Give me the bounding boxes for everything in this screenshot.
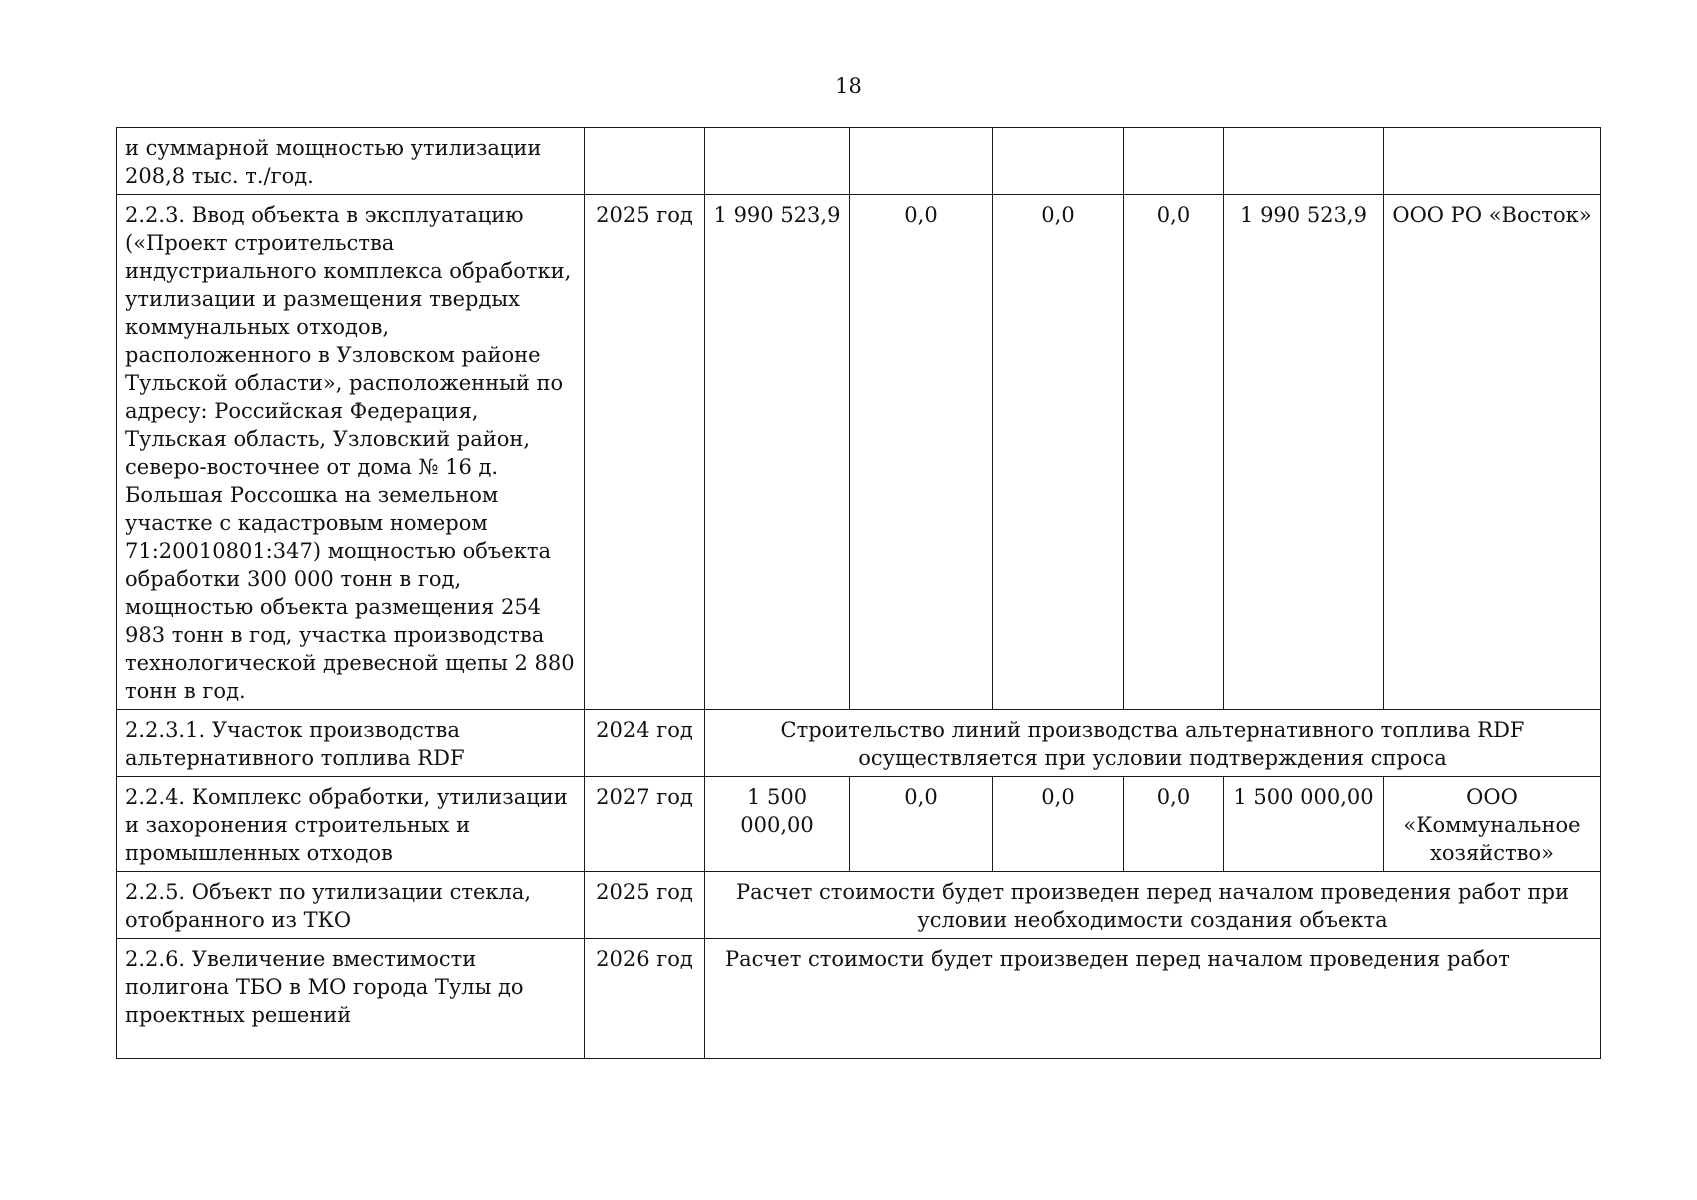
federal-budget-cell [850, 128, 993, 195]
year-cell: 2024 год [585, 710, 705, 777]
description-cell: 2.2.4. Комплекс обработки, утилизации и захоронения строительных и промышленных отходов [117, 777, 585, 872]
executor-cell: ООО «Коммунальное хозяйство» [1384, 777, 1601, 872]
regional-budget-cell [993, 128, 1124, 195]
municipal-budget-cell: 0,0 [1124, 777, 1224, 872]
municipal-budget-cell: 0,0 [1124, 195, 1224, 710]
federal-budget-cell: 0,0 [850, 195, 993, 710]
extrabudgetary-cell: 1 500 000,00 [1224, 777, 1384, 872]
table-row [117, 195, 1601, 710]
description-cell: 2.2.3. Ввод объекта в эксплуатацию («Проект строительства индустриального комплекса обработки, утилизации и размещения твердых коммунальных отходов, расположенного в Узловском районе Тульской области», расположенный по адресу: Российская Федерация, Тульская область, Узловский район, северо-восточнее от дома № 16 д. Большая Россошка на земельном участке с кадастровым номером 71:20010801:347) мощностью объекта обработки 300 000 тонн в год, мощностью объекта размещения 254 983 тонн в год, участка производства технологической древесной щепы 2 880 тонн в год. [117, 195, 585, 710]
total-cell: 1 990 523,9 [705, 195, 850, 710]
year-cell: 2026 год [585, 939, 705, 1059]
federal-budget-cell: 0,0 [850, 777, 993, 872]
year-cell: 2025 год [585, 872, 705, 939]
note-cell: Расчет стоимости будет произведен перед началом проведения работ [705, 939, 1601, 1059]
year-cell: 2027 год [585, 777, 705, 872]
executor-cell [1384, 128, 1601, 195]
page-number: 18 [835, 74, 862, 98]
table-row [117, 777, 1601, 872]
description-cell: 2.2.6. Увеличение вместимости полигона ТБО в МО города Тулы до проектных решений [117, 939, 585, 1059]
note-cell: Строительство линий производства альтернативного топлива RDF осуществляется при условии подтверждения спроса [705, 710, 1601, 777]
executor-cell: ООО РО «Восток» [1384, 195, 1601, 710]
note-cell: Расчет стоимости будет произведен перед началом проведения работ при условии необходимости создания объекта [705, 872, 1601, 939]
description-cell: 2.2.5. Объект по утилизации стекла, отобранного из ТКО [117, 872, 585, 939]
extrabudgetary-cell [1224, 128, 1384, 195]
extrabudgetary-cell: 1 990 523,9 [1224, 195, 1384, 710]
year-cell: 2025 год [585, 195, 705, 710]
regional-budget-cell: 0,0 [993, 195, 1124, 710]
description-cell: 2.2.3.1. Участок производства альтернативного топлива RDF [117, 710, 585, 777]
table-row [117, 710, 1601, 777]
description-cell: и суммарной мощностью утилизации 208,8 тыс. т./год. [117, 128, 585, 195]
total-cell: 1 500 000,00 [705, 777, 850, 872]
table-row [117, 939, 1601, 1059]
municipal-budget-cell [1124, 128, 1224, 195]
activities-table [116, 127, 1601, 1059]
year-cell [585, 128, 705, 195]
table-row [117, 128, 1601, 195]
total-cell [705, 128, 850, 195]
table-row [117, 872, 1601, 939]
regional-budget-cell: 0,0 [993, 777, 1124, 872]
